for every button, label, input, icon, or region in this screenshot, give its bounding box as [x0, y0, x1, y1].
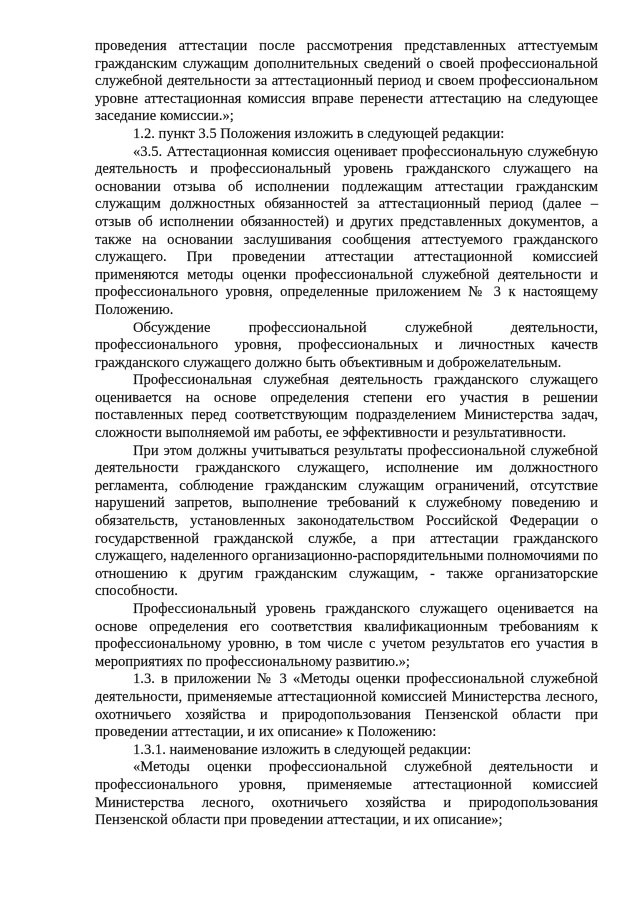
paragraph-continuation: проведения аттестации после рассмотрения представленных аттестуемым гражданским служащим дополнительных сведений о своей профессиональной служебной деятельности за аттестационный период и своем профессиональном уровне аттестационная комиссия вправе перенести аттестацию на следующее заседание комиссии.»;	[95, 38, 598, 125]
document-page	[95, 38, 598, 830]
paragraph-discussion: Обсуждение профессиональной служебной деятельности, профессионального уровня, профессиональных и личностных качеств гражданского служащего должно быть объективным и доброжелательным.	[95, 319, 598, 371]
paragraph-item-3-5: «3.5. Аттестационная комиссия оценивает профессиональную служебную деятельность и профессиональный уровень гражданского служащего на основании отзыва об исполнении подлежащим аттестации гражданским служащим должностных обязанностей за аттестационный период (далее – отзыв об исполнении обязанностей) и других представленных документов, а также на основании заслушивания сообщения аттестуемого гражданского служащего. При проведении аттестации аттестационной комиссией применяются методы оценки профессиональной служебной деятельности и профессионального уровня, определенные приложением № 3 к настоящему Положению.	[95, 143, 598, 318]
paragraph-criteria: При этом должны учитываться результаты профессиональной служебной деятельности гражданского служащего, исполнение им должностного регламента, соблюдение гражданским служащим ограничений, отсутствие нарушений запретов, выполнение требований к служебному поведению и обязательств, установленных законодательством Российской Федерации о государственной гражданской службе, а при аттестации гражданского служащего, наделенного организационно-распорядительными полномочиями по отношению к другим гражданским служащим, - также организаторские способности.	[95, 442, 598, 600]
paragraph-professional-level: Профессиональный уровень гражданского служащего оценивается на основе определения его соответствия квалификационным требованиям к профессиональному уровню, в том числе с учетом результатов его участия в мероприятиях по профессиональному развитию.»;	[95, 601, 598, 670]
paragraph-item-1-3-1: 1.3.1. наименование изложить в следующей редакции:	[133, 741, 472, 758]
paragraph-activity-assessment: Профессиональная служебная деятельность гражданского служащего оценивается на основе определения степени его участия в решении поставленных перед соответствующим подразделением Министерства задач, сложности выполняемой им работы, ее эффективности и результативности.	[95, 372, 598, 442]
paragraph-new-title: «Методы оценки профессиональной служебной деятельности и профессионального уровня, применяемые аттестационной комиссией Министерства лесного, охотничьего хозяйства и природопользования Пензенской области при проведении аттестации, и их описание»;	[95, 759, 598, 829]
paragraph-item-1-2: 1.2. пункт 3.5 Положения изложить в следующей редакции:	[133, 125, 505, 142]
paragraph-item-1-3: 1.3. в приложении № 3 «Методы оценки профессиональной служебной деятельности, применяемые аттестационной комиссией Министерства лесного, охотничьего хозяйства и природопользования Пензенской области при проведении аттестации, и их описание» к Положению:	[95, 671, 598, 741]
